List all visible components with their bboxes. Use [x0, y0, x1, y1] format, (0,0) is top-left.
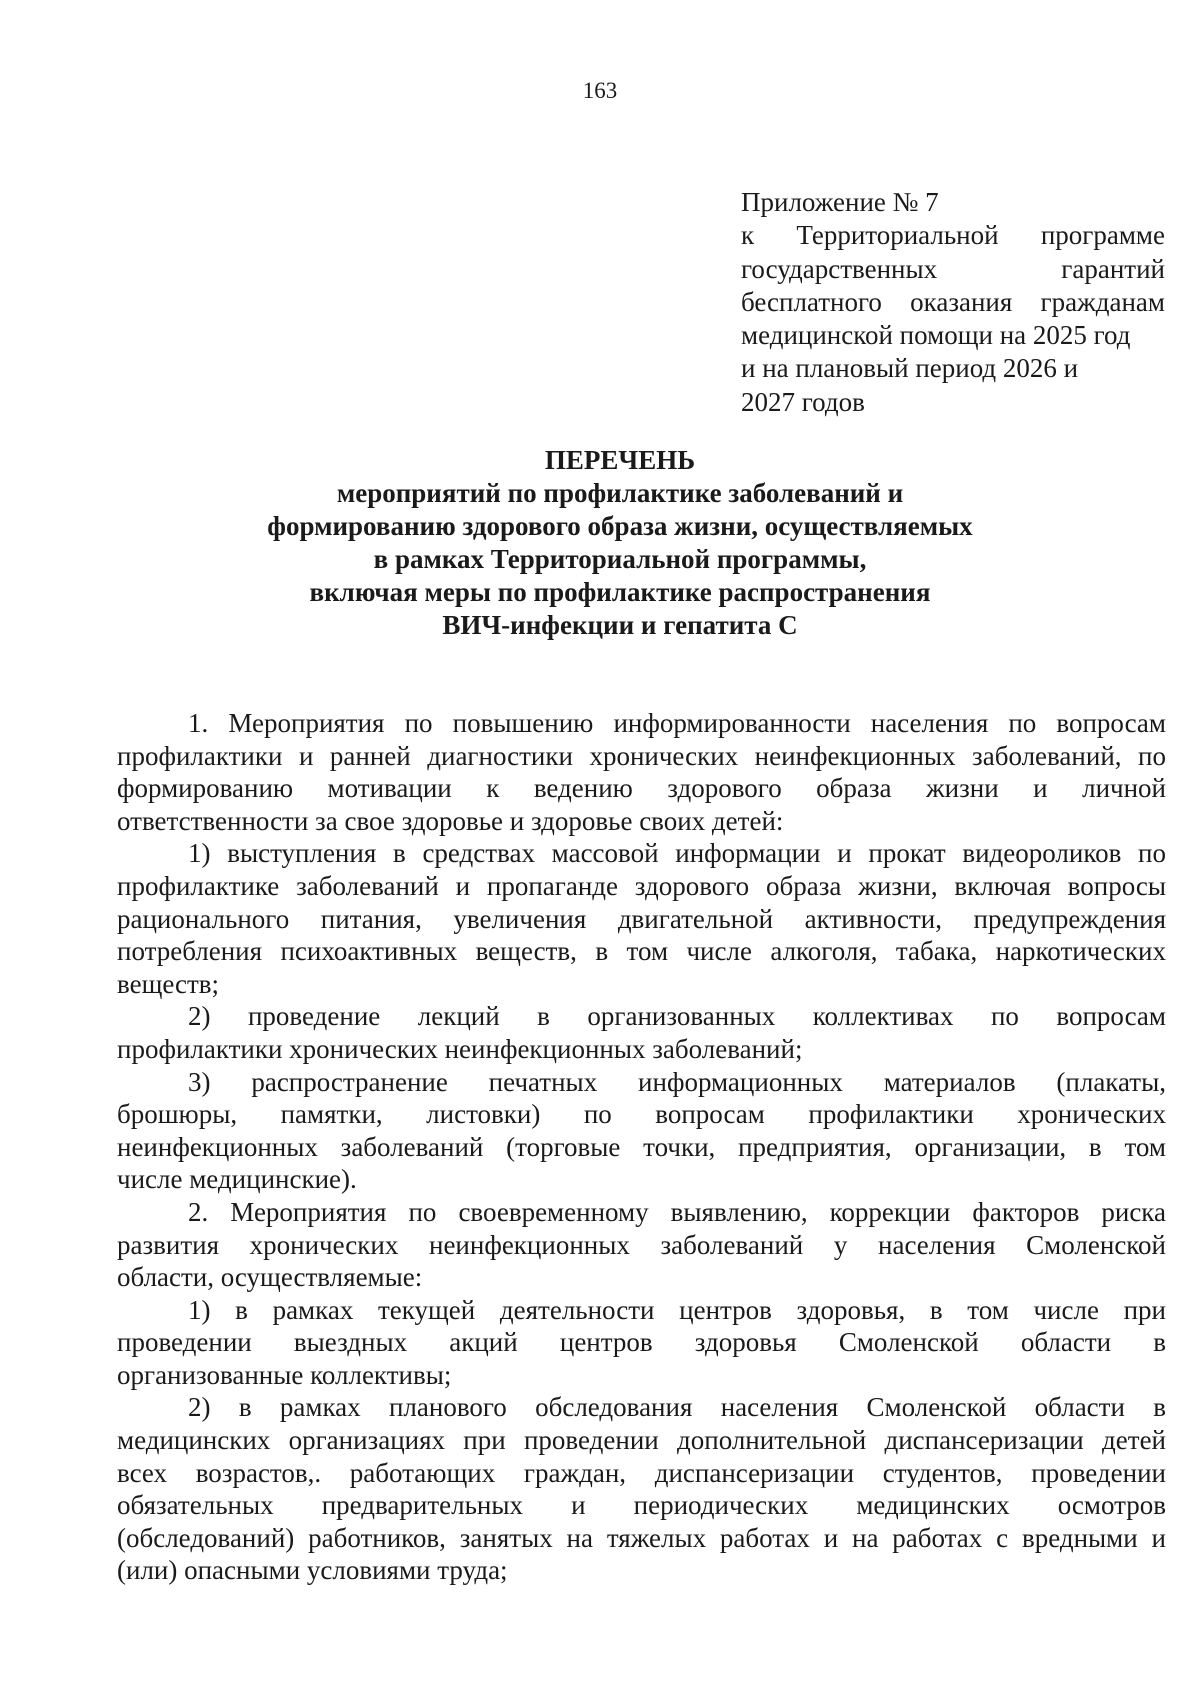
- body-line: профилактики и ранней диагностики хронических неинфекционных заболеваний, по: [117, 740, 1166, 771]
- title-line: в рамках Территориальной программы,: [373, 544, 867, 574]
- body-line: (или) опасными условиями труда;: [117, 1555, 508, 1586]
- body-line: 1) в рамках текущей деятельности центров здоровья, в том числе при: [188, 1294, 1166, 1325]
- body-line: медицинских организациях при проведении дополнительной диспансеризации детей: [117, 1425, 1166, 1456]
- body-line: 3) распространение печатных информационных материалов (плакаты,: [188, 1066, 1166, 1097]
- body-line: 1) выступления в средствах массовой информации и прокат видеороликов по: [188, 838, 1166, 869]
- appendix-line: бесплатного оказания гражданам: [741, 286, 1165, 317]
- body-line: организованные коллективы;: [117, 1359, 452, 1390]
- title-line: ПЕРЕЧЕНЬ: [544, 445, 696, 475]
- title-line: мероприятий по профилактике заболеваний и: [336, 478, 904, 508]
- appendix-line: 2027 годов: [741, 386, 865, 417]
- document-body: [117, 707, 1166, 1587]
- body-line: формированию мотивации к ведению здорового образа жизни и личной: [117, 773, 1166, 804]
- body-line: проведении выездных акций центров здоровья Смоленской области в: [117, 1327, 1166, 1358]
- body-line: области, осуществляемые:: [117, 1262, 423, 1293]
- body-line: числе медицинские).: [117, 1164, 357, 1195]
- body-line: потребления психоактивных веществ, в том числе алкоголя, табака, наркотических: [117, 936, 1166, 967]
- appendix-line: Приложение № 7: [741, 187, 939, 217]
- appendix-line: медицинской помощи на 2025 год: [741, 320, 1131, 351]
- body-line: 2) в рамках планового обследования населения Смоленской области в: [188, 1392, 1166, 1423]
- body-line: 1. Мероприятия по повышению информированности населения по вопросам: [188, 708, 1166, 738]
- body-line: (обследований) работников, занятых на тяжелых работах и на работах с вредными и: [117, 1522, 1166, 1553]
- body-line: ответственности за свое здоровье и здоровье своих детей:: [117, 805, 784, 836]
- appendix-header: [741, 186, 1165, 419]
- title-line: формированию здорового образа жизни, осуществляемых: [267, 511, 973, 541]
- body-line: рационального питания, увеличения двигательной активности, предупреждения: [117, 903, 1166, 934]
- body-line: профилактики хронических неинфекционных заболеваний;: [117, 1033, 803, 1064]
- appendix-line: государственных гарантий: [741, 253, 1165, 284]
- body-line: профилактике заболеваний и пропаганде здорового образа жизни, включая вопросы: [117, 870, 1166, 901]
- body-line: брошюры, памятки, листовки) по вопросам профилактики хронических: [117, 1099, 1166, 1130]
- appendix-line: и на плановый период 2026 и: [741, 353, 1079, 384]
- body-line: неинфекционных заболеваний (торговые точки, предприятия, организации, в том: [117, 1131, 1166, 1162]
- appendix-line: к Территориальной программе: [741, 220, 1165, 251]
- body-line: развития хронических неинфекционных заболеваний у населения Смоленской: [117, 1229, 1166, 1260]
- body-line: веществ;: [117, 968, 220, 999]
- title-line: включая меры по профилактике распространения: [309, 577, 931, 607]
- page-number: 163: [582, 78, 618, 103]
- body-line: 2) проведение лекций в организованных коллективах по вопросам: [188, 1001, 1166, 1032]
- body-line: всех возрастов,. работающих граждан, диспансеризации студентов, проведении: [117, 1457, 1166, 1488]
- document-title: [150, 444, 1090, 642]
- body-line: 2. Мероприятия по своевременному выявлению, коррекции факторов риска: [188, 1196, 1166, 1227]
- body-line: обязательных предварительных и периодических медицинских осмотров: [117, 1490, 1166, 1521]
- title-line: ВИЧ-инфекции и гепатита С: [442, 610, 798, 640]
